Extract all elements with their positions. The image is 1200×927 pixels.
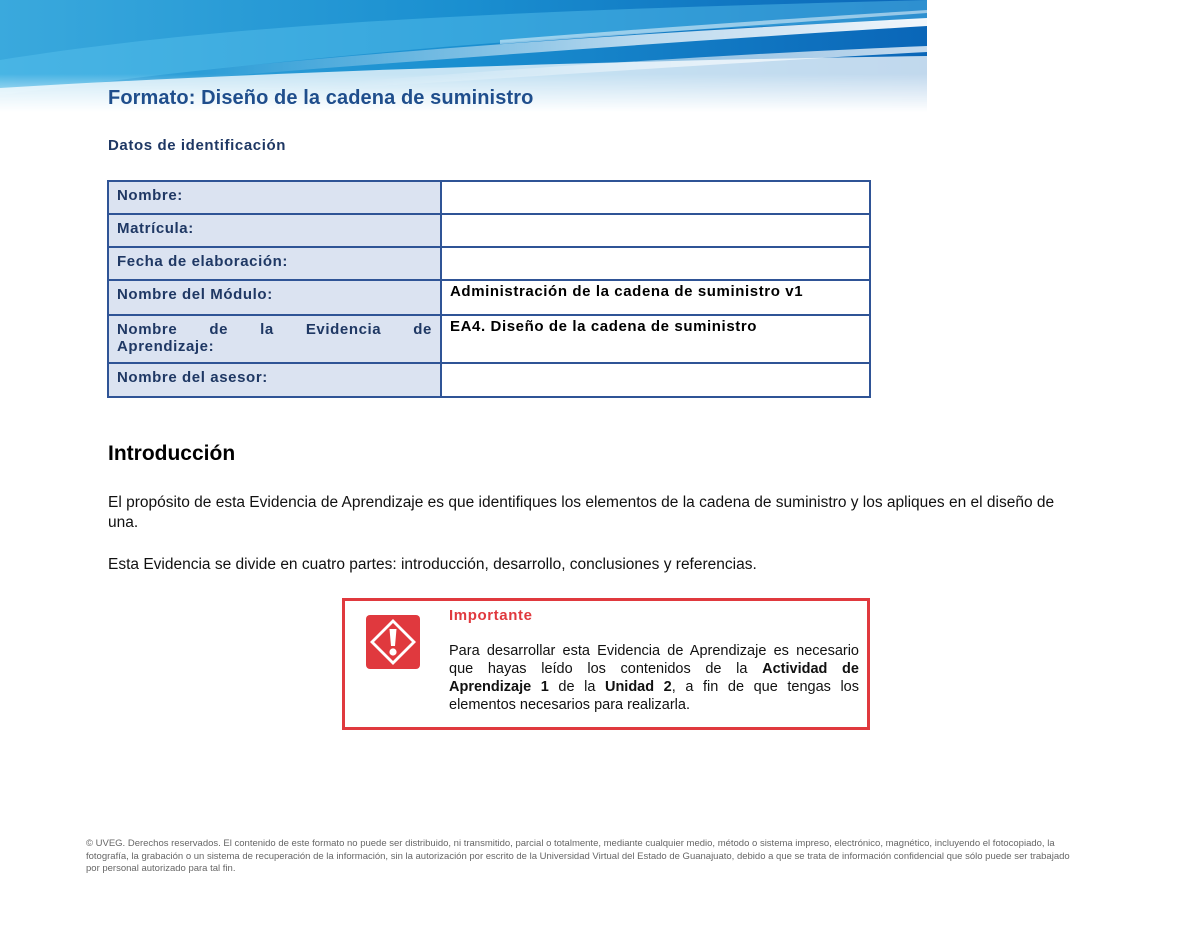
label-evidencia <box>108 315 441 363</box>
value-modulo[interactable]: Administración de la cadena de suministro v1 <box>441 280 870 315</box>
important-notice-box <box>342 598 870 730</box>
label-evidencia-line2: Aprendizaje: <box>117 338 215 355</box>
label-evidencia-line1: Nombre de la Evidencia de <box>117 321 432 338</box>
label-matricula: Matrícula: <box>108 214 441 247</box>
identification-table <box>107 180 871 398</box>
value-nombre[interactable] <box>441 181 870 214</box>
value-matricula[interactable] <box>441 214 870 247</box>
table-row <box>108 280 870 315</box>
notice-bold-unit: Unidad 2 <box>604 679 672 695</box>
table-row <box>108 181 870 214</box>
intro-paragraph-1: El propósito de esta Evidencia de Aprendizaje es que identifiques los elementos de la cadena de suministro y los apliques en el diseño de una. <box>108 494 1055 531</box>
table-row <box>108 214 870 247</box>
warning-exclamation-icon <box>364 613 422 671</box>
label-asesor: Nombre del asesor: <box>108 363 441 397</box>
label-fecha: Fecha de elaboración: <box>108 247 441 280</box>
label-nombre: Nombre: <box>108 181 441 214</box>
identification-heading: Datos de identificación <box>108 137 286 154</box>
copyright-footer: © UVEG. Derechos reservados. El contenido de este formato no puede ser distribuido, ni transmitido, parcial o totalmente, mediante cualquier medio, método o sistema impreso, electrónico, magnético, incluyendo el fotocopiado, la fotografía, la grabación o un sistema de recuperación de la información, sin la autorización por escrito de la Universidad Virtual del Estado de Guanajuato, debido a que se trata de información confidencial que sólo puede ser trabajado por personal autorizado para tal fin. <box>86 838 1070 874</box>
notice-title: Importante <box>449 607 533 624</box>
value-fecha[interactable] <box>441 247 870 280</box>
value-asesor[interactable] <box>441 363 870 397</box>
intro-title: Introducción <box>108 442 236 465</box>
label-modulo: Nombre del Módulo: <box>108 280 441 315</box>
notice-text: Para desarrollar esta Evidencia de Aprendizaje es necesario que hayas leído los contenidos de la Actividad de Aprendizaje 1 de la Unidad 2, a fin de que tengas los elementos necesarios para realizarla. <box>449 643 859 713</box>
table-row <box>108 315 870 363</box>
intro-paragraph-2: Esta Evidencia se divide en cuatro partes: introducción, desarrollo, conclusiones y referencias. <box>108 556 757 573</box>
notice-bold-activity: Actividad de Aprendizaje 1 <box>449 661 859 695</box>
table-row <box>108 247 870 280</box>
document-title: Formato: Diseño de la cadena de suministro <box>108 87 534 109</box>
table-row <box>108 363 870 397</box>
value-evidencia[interactable]: EA4. Diseño de la cadena de suministro <box>441 315 870 363</box>
